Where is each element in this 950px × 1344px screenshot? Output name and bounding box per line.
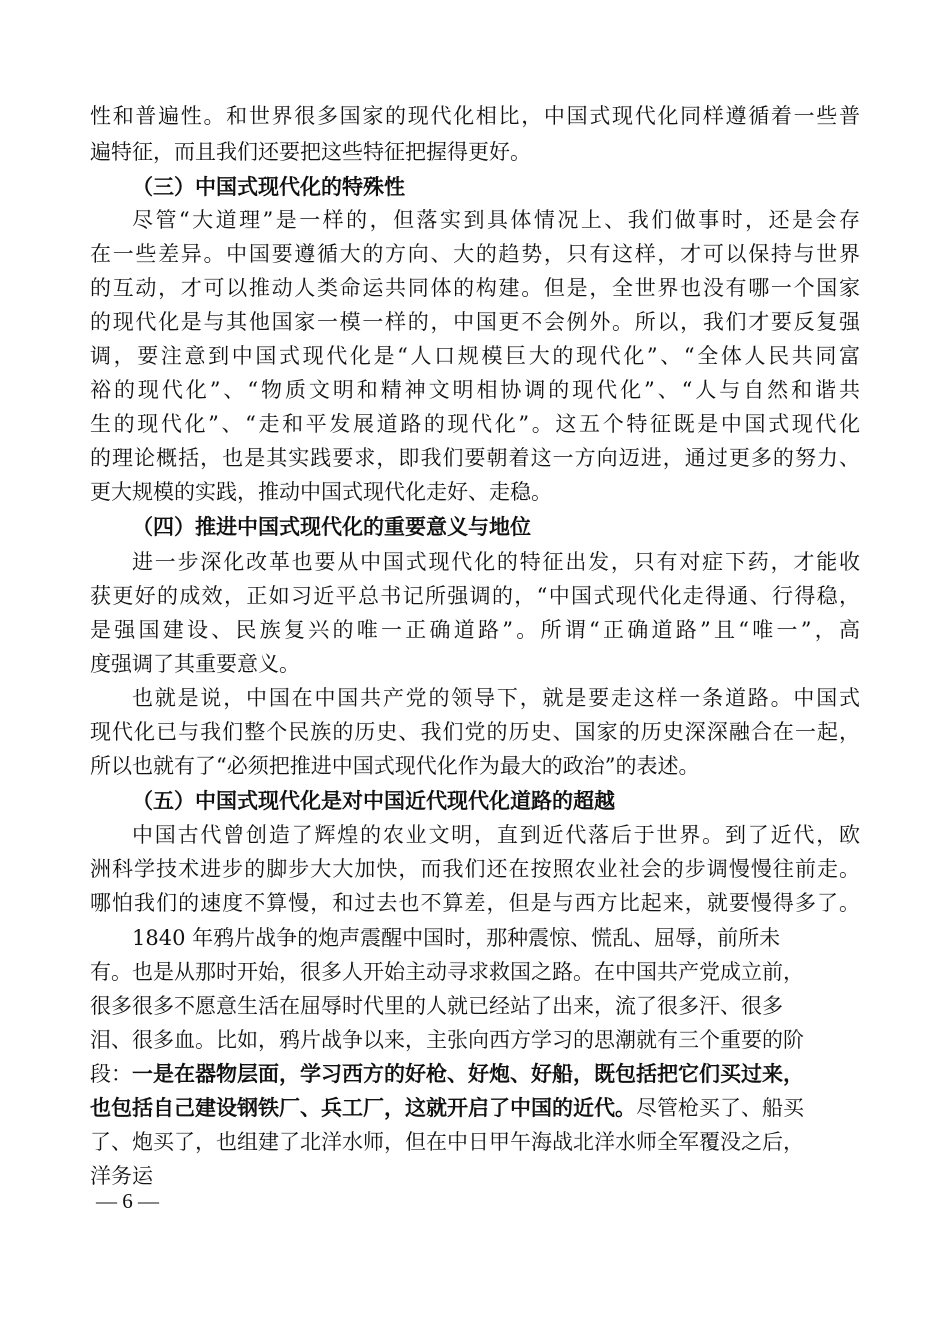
body-text-line: 哪怕我们的速度不算慢，和过去也不算差，但是与西方比起来，就要慢得多了。 bbox=[90, 891, 860, 915]
body-text-line: 尽管“大道理”是一样的，但落实到具体情况上、我们做事时，还是会存 bbox=[132, 208, 860, 232]
plain-text-run: 段： bbox=[90, 1062, 132, 1086]
body-text-line: 也就是说，中国在中国共产党的领导下，就是要走这样一条道路。中国式 bbox=[132, 686, 860, 710]
bold-text-run: 一是在器物层面，学习西方的好枪、好炮、好船，既包括把它们买过来， bbox=[132, 1061, 804, 1086]
body-text-line: 进一步深化改革也要从中国式现代化的特征出发，只有对症下药，才能收 bbox=[132, 550, 860, 574]
body-text-line: 泪、很多血。比如，鸦片战争以来，主张向西方学习的思潮就有三个重要的阶 bbox=[90, 1028, 804, 1052]
body-text-line: 是强国建设、民族复兴的唯一正确道路”。所谓“正确道路”且“唯一”，高 bbox=[90, 618, 860, 642]
body-text-line-mixed bbox=[90, 1091, 860, 1125]
body-text-line: 洲科学技术进步的脚步大大加快，而我们还在按照农业社会的步调慢慢往前走。 bbox=[90, 857, 860, 881]
body-text-line: 性和普遍性。和世界很多国家的现代化相比，中国式现代化同样遵循着一些普 bbox=[90, 104, 860, 128]
bold-text-run: 也包括自己建设钢铁厂、兵工厂，这就开启了中国的近代。 bbox=[90, 1095, 636, 1120]
body-text-line: 更大规模的实践，推动中国式现代化走好、走稳。 bbox=[90, 480, 552, 504]
body-text-line: 的互动，才可以推动人类命运共同体的构建。但是，全世界也没有哪一个国家 bbox=[90, 276, 860, 300]
body-text-line: 1840 年鸦片战争的炮声震醒中国时，那种震惊、慌乱、屈辱，前所未 bbox=[132, 926, 781, 950]
body-text-line: 有。也是从那时开始，很多人开始主动寻求救国之路。在中国共产党成立前， bbox=[90, 960, 804, 984]
body-text-line: 在一些差异。中国要遵循大的方向、大的趋势，只有这样，才可以保持与世界 bbox=[90, 242, 860, 266]
body-text-line: 很多很多不愿意生活在屈辱时代里的人就已经站了出来，流了很多汗、很多 bbox=[90, 994, 783, 1018]
body-text-line: 了、炮买了，也组建了北洋水师，但在中日甲午海战北洋水师全军覆没之后， bbox=[90, 1130, 804, 1154]
body-text-line: 的理论概括，也是其实践要求，即我们要朝着这一方向迈进，通过更多的努力、 bbox=[90, 446, 860, 470]
section-heading-5: （五）中国式现代化是对中国近代现代化道路的超越 bbox=[132, 788, 615, 813]
body-text-line: 现代化已与我们整个民族的历史、我们党的历史、国家的历史深深融合在一起， bbox=[90, 720, 860, 744]
body-text-line: 的现代化是与其他国家一模一样的，中国更不会例外。所以，我们才要反复强 bbox=[90, 310, 860, 334]
body-text-line: 生的现代化”、“走和平发展道路的现代化”。这五个特征既是中国式现代化 bbox=[90, 412, 860, 436]
body-text-line-mixed bbox=[90, 1057, 860, 1091]
body-text-line: 洋务运 bbox=[90, 1164, 153, 1188]
plain-text-run: 尽管枪买了、船买 bbox=[636, 1096, 804, 1120]
body-text-line: 裕的现代化”、“物质文明和精神文明相协调的现代化”、“人与自然和谐共 bbox=[90, 378, 860, 402]
section-heading-3: （三）中国式现代化的特殊性 bbox=[132, 174, 405, 199]
body-text-line: 获更好的成效，正如习近平总书记所强调的，“中国式现代化走得通、行得稳， bbox=[90, 584, 860, 608]
body-text-line: 度强调了其重要意义。 bbox=[90, 652, 300, 676]
body-text-line: 调，要注意到中国式现代化是“人口规模巨大的现代化”、“全体人民共同富 bbox=[90, 344, 860, 368]
body-text-line: 中国古代曾创造了辉煌的农业文明，直到近代落后于世界。到了近代，欧 bbox=[132, 823, 860, 847]
page-number: — 6 — bbox=[96, 1189, 159, 1213]
body-text-line: 所以也就有了“必须把推进中国式现代化作为最大的政治”的表述。 bbox=[90, 754, 700, 778]
section-heading-4: （四）推进中国式现代化的重要意义与地位 bbox=[132, 514, 531, 539]
body-text-line: 遍特征，而且我们还要把这些特征把握得更好。 bbox=[90, 140, 531, 164]
